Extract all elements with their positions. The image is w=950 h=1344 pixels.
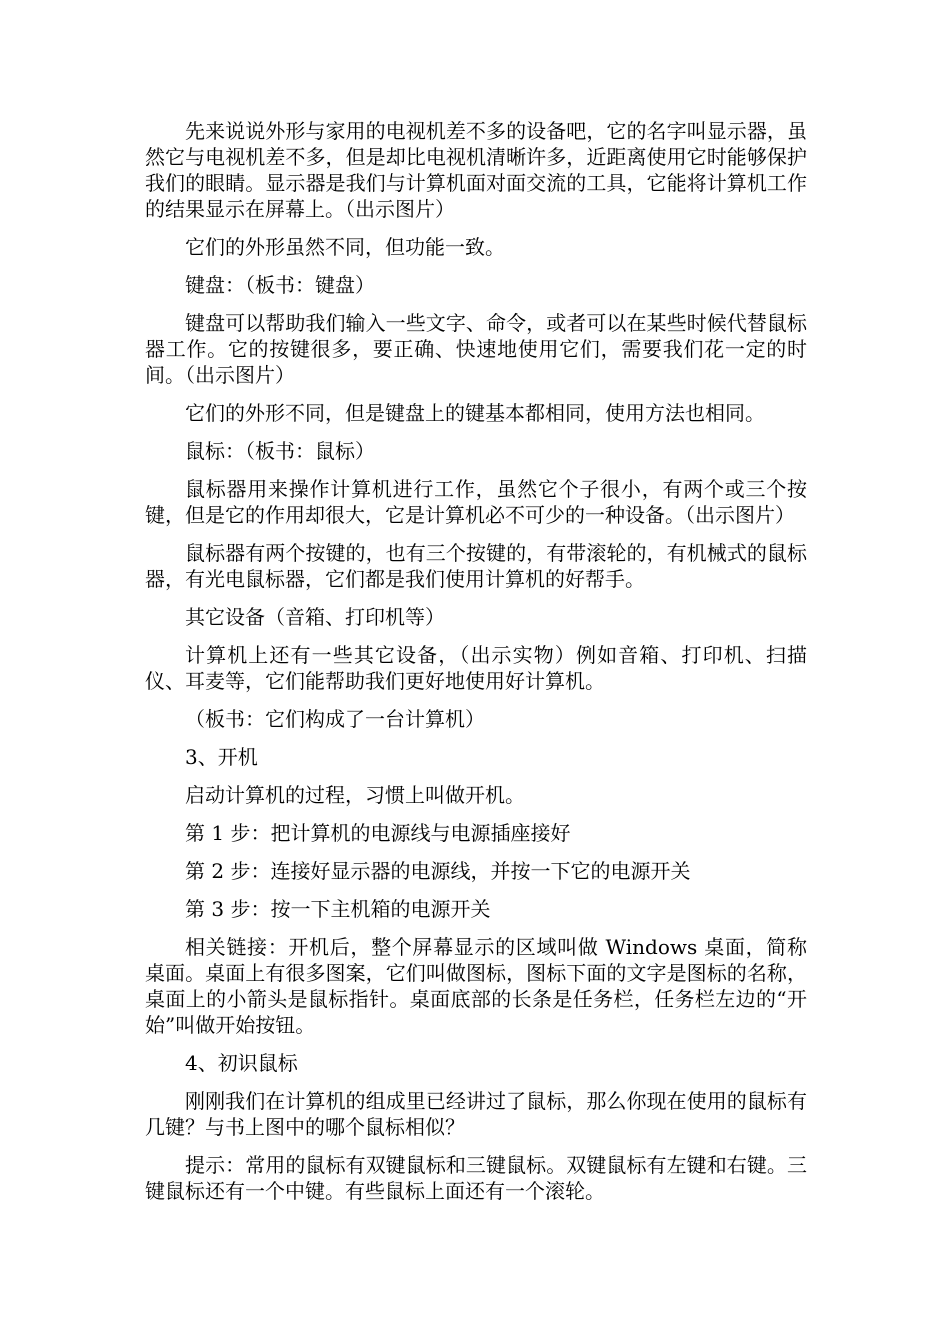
paragraph-mouse-intro: 鼠标器用来操作计算机进行工作，虽然它个子很小，有两个或三个按键，但是它的作用却很大，它是计算机必不可少的一种设备。（出示图片） xyxy=(145,477,807,527)
paragraph-other-devices-heading: 其它设备（音箱、打印机等） xyxy=(185,605,445,629)
section-heading-mouse-basics: 4、初识鼠标 xyxy=(185,1051,298,1075)
paragraph-keyboard-shape: 它们的外形不同，但是键盘上的键基本都相同，使用方法也相同。 xyxy=(185,401,765,425)
document-page xyxy=(145,118,807,1216)
paragraph-mouse-tip: 提示：常用的鼠标有双键鼠标和三键鼠标。双键鼠标有左键和右键。三键鼠标还有一个中键。有些鼠标上面还有一个滚轮。 xyxy=(145,1153,807,1203)
step-3: 第 3 步：按一下主机箱的电源开关 xyxy=(185,897,491,921)
section-heading-power-on: 3、开机 xyxy=(185,745,258,769)
paragraph-mouse-heading: 鼠标：（板书：鼠标） xyxy=(185,439,375,463)
step-1: 第 1 步：把计算机的电源线与电源插座接好 xyxy=(185,821,571,845)
step-2: 第 2 步：连接好显示器的电源线，并按一下它的电源开关 xyxy=(185,859,691,883)
paragraph-mouse-types: 鼠标器有两个按键的，也有三个按键的，有带滚轮的，有机械式的鼠标器，有光电鼠标器，它们都是我们使用计算机的好帮手。 xyxy=(145,541,807,591)
paragraph-power-on-definition: 启动计算机的过程，习惯上叫做开机。 xyxy=(185,783,525,807)
paragraph-mouse-question: 刚刚我们在计算机的组成里已经讲过了鼠标，那么你现在使用的鼠标有几键？与书上图中的哪个鼠标相似？ xyxy=(145,1089,807,1139)
paragraph-keyboard-intro: 键盘可以帮助我们输入一些文字、命令，或者可以在某些时候代替鼠标器工作。它的按键很多，要正确、快速地使用它们，需要我们花一定的时间。（出示图片） xyxy=(145,311,807,387)
paragraph-board-note: （板书：它们构成了一台计算机） xyxy=(185,707,485,731)
paragraph-other-devices: 计算机上还有一些其它设备，（出示实物）例如音箱、打印机、扫描仪、耳麦等，它们能帮助我们更好地使用好计算机。 xyxy=(145,643,807,693)
paragraph-keyboard-heading: 键盘：（板书：键盘） xyxy=(185,273,375,297)
paragraph-monitor-intro: 先来说说外形与家用的电视机差不多的设备吧，它的名字叫显示器，虽然它与电视机差不多，但是却比电视机清晰许多，近距离使用它时能够保护我们的眼睛。显示器是我们与计算机面对面交流的工具，它能将计算机工作的结果显示在屏幕上。（出示图片） xyxy=(145,119,807,221)
paragraph-monitor-shape: 它们的外形虽然不同，但功能一致。 xyxy=(185,235,505,259)
paragraph-related-link: 相关链接：开机后，整个屏幕显示的区域叫做 Windows 桌面，简称桌面。桌面上有很多图案，它们叫做图标，图标下面的文字是图标的名称，桌面上的小箭头是鼠标指针。桌面底部的长条是任务栏，任务栏左边的“开始”叫做开始按钮。 xyxy=(145,935,807,1037)
